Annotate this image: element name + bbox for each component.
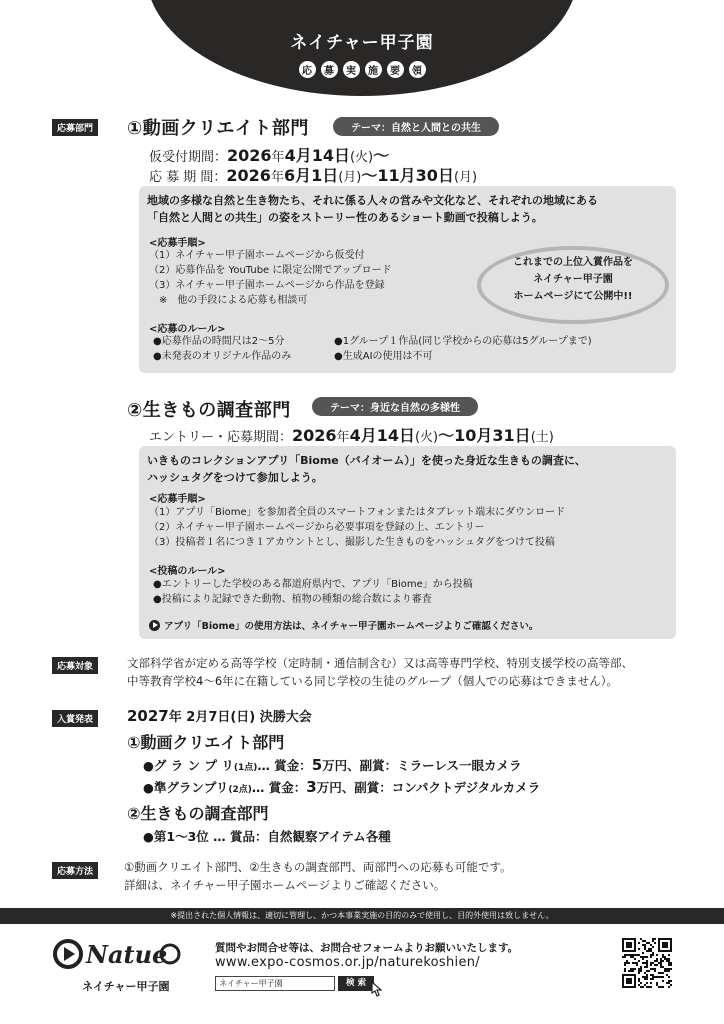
category-tag: 応募部門 <box>52 119 98 136</box>
website-url[interactable]: www.expo-cosmos.or.jp/naturekoshien/ <box>215 955 480 970</box>
list-item: ●生成AIの使用は不可 <box>334 351 433 362</box>
section2-steps-heading: <応募手順> <box>149 494 206 505</box>
qr-code-icon[interactable] <box>622 938 672 988</box>
grand-prix-line <box>143 756 522 774</box>
period-year: 2026 <box>227 146 272 165</box>
period-date-to: 10月31日 <box>454 426 531 445</box>
highlight-oval-text <box>470 254 676 305</box>
list-item: ●応募作品の時間尺は2〜5分 <box>153 336 285 347</box>
prize-label: ●グ ラ ン プ リ <box>143 758 234 773</box>
oval-line: これまでの上位入賞作品を <box>513 257 633 268</box>
subtitle-char: 施 <box>365 61 382 78</box>
period-year-unit: 年 <box>271 150 285 165</box>
list-item: （1）アプリ「Biome」を参加者全員のスマートフォンまたはタブレット端末にダウンロード <box>149 507 566 518</box>
method-text <box>124 858 511 894</box>
prize-count: (1点) <box>233 763 258 773</box>
section2-note <box>149 618 538 632</box>
logo-subtitle: ネイチャー甲子園 <box>82 980 170 993</box>
subtitle-char: 要 <box>387 61 404 78</box>
search-input[interactable]: ネイチャー甲子園 <box>215 976 335 991</box>
section1-entry-period <box>149 163 477 186</box>
period-label: 仮受付期間： <box>149 150 228 165</box>
search-button[interactable]: 検 索 <box>338 976 374 991</box>
period-day: (土) <box>530 430 554 445</box>
period-tilde: 〜 <box>361 166 378 185</box>
prize-label: ●準グランプリ <box>143 780 229 795</box>
section2-lead-line2: ハッシュタグをつけて参加しよう。 <box>147 471 323 484</box>
section2-rules-heading: <投稿のルール> <box>149 566 226 577</box>
header-title: ネイチャー甲子園 <box>290 33 434 53</box>
subtitle-char: 実 <box>343 61 360 78</box>
section2-rules-list <box>153 577 473 607</box>
period-date-from: 6月1日 <box>283 166 339 185</box>
contact-text: 質問やお問合せ等は、お問合せフォームよりお願いいたします。 <box>215 942 519 954</box>
eligibility-line: 中等教育学校4〜6年に在籍している同じ学校の生徒のグループ（個人での応募はできません）。 <box>127 674 618 688</box>
section1-rules-left <box>153 334 291 364</box>
method-line: 詳細は、ネイチャー甲子園ホームページよりご確認ください。 <box>124 878 446 892</box>
method-line: ①動画クリエイト部門、②生きもの調査部門、両部門への応募も可能です。 <box>124 860 512 874</box>
section1-title: ①動画クリエイト部門 <box>127 118 309 139</box>
period-day: (火) <box>349 150 374 165</box>
list-item: ●投稿により記録できた動物、植物の種類の総合数により審査 <box>153 594 432 605</box>
section2-steps-list <box>149 505 565 550</box>
eligibility-tag: 応募対象 <box>52 657 98 674</box>
prize-unit: 万円、副賞：ミラーレス一眼カメラ <box>322 758 522 773</box>
play-icon <box>149 620 160 631</box>
announcement-tag: 入賞発表 <box>52 710 98 727</box>
period-date: 4月14日 <box>284 146 350 165</box>
list-item: ●未発表のオリジナル作品のみ <box>153 351 292 362</box>
period-year: 2026 <box>226 166 271 185</box>
list-item: （3）ネイチャー甲子園ホームページから作品を登録 <box>149 280 385 291</box>
period-label: 応 募 期 間： <box>149 170 227 185</box>
prize-amount: 5 <box>311 756 323 774</box>
method-tag: 応募方法 <box>52 862 98 879</box>
list-item: ●エントリーした学校のある都道府県内で、アプリ「Biome」から投稿 <box>153 579 473 590</box>
section1-rules-heading: <応募のルール> <box>149 324 226 335</box>
pointer-hand-icon <box>368 980 392 1000</box>
logo-word: Natue <box>86 940 168 969</box>
announcement-date <box>127 706 312 725</box>
list-item: ※ 他の手段による応募も相談可 <box>149 295 308 306</box>
period-year-unit: 年 <box>336 430 350 445</box>
subtitle-char: 募 <box>321 61 338 78</box>
period-tilde: 〜 <box>373 146 390 165</box>
period-label: エントリー・応募期間： <box>149 430 293 445</box>
section1-steps-list <box>149 248 392 308</box>
note-text: アプリ「Biome」の使用方法は、ネイチャー甲子園ホームページよりご確認ください。 <box>164 621 539 632</box>
prize-unit: 万円、副賞：コンパクトデジタルカメラ <box>316 780 541 795</box>
prize-count: (2点) <box>228 785 252 795</box>
prize-detail: … 賞金： <box>257 758 312 773</box>
announcement-year: 2027 <box>127 707 169 725</box>
period-year-unit: 年 <box>270 170 284 185</box>
period-day: (月) <box>453 170 478 185</box>
section1-lead-line2: 「自然と人間との共生」の姿をストーリー性のあるショート動画で投稿しよう。 <box>147 211 543 224</box>
prize-detail: … 賞金： <box>251 780 307 795</box>
list-item: （3）投稿者１名につき１アカウントとし、撮影した生きものをハッシュタグをつけて投稿 <box>149 537 555 548</box>
period-day: (月) <box>338 170 362 185</box>
period-day: (火) <box>414 430 439 445</box>
privacy-notice: ※提出された個人情報は、適切に管理し、かつ本事業実施の目的のみで使用し、目的外使用は致しません。 <box>0 908 724 924</box>
nature-koshien-logo <box>52 930 202 1000</box>
eligibility-text <box>127 654 633 690</box>
oval-line: ネイチャー甲子園 <box>533 274 613 285</box>
award-category-2: ②生きもの調査部門 <box>127 804 269 823</box>
section1-lead-line1: 地域の多様な自然と生き物たち、それに係る人々の営みや文化など、それぞれの地域にある <box>147 194 598 207</box>
runner-up-line <box>143 778 540 796</box>
list-item: （2）ネイチャー甲子園ホームページから必要事項を登録の上、エントリー <box>149 522 485 533</box>
section1-steps-heading: <応募手順> <box>149 238 206 249</box>
list-item: （2）応募作品を YouTube に限定公開でアップロード <box>149 265 392 276</box>
subtitle-char: 領 <box>409 61 426 78</box>
top-three-line: ●第1〜3位 … 賞品：自然観察アイテム各種 <box>143 829 391 844</box>
section2-lead-line1: いきものコレクションアプリ「Biome（バイオーム）」を使った身近な生きもの調査に、 <box>147 454 586 467</box>
list-item: （1）ネイチャー甲子園ホームページから仮受付 <box>149 250 365 261</box>
section1-theme: テーマ：自然と人間との共生 <box>333 117 499 136</box>
period-date-from: 4月14日 <box>349 426 415 445</box>
announcement-date-rest: 年 2月7日(日) 決勝大会 <box>168 710 312 725</box>
section1-rules-right <box>334 334 592 364</box>
period-date-to: 11月30日 <box>377 166 454 185</box>
list-item: ●1グループ１作品(同じ学校からの応募は5グループまで) <box>334 336 592 347</box>
subtitle-char: 応 <box>299 61 316 78</box>
award-category-1: ①動画クリエイト部門 <box>127 733 285 752</box>
period-tilde: 〜 <box>438 426 455 445</box>
section2-title: ②生きもの調査部門 <box>127 400 291 421</box>
section2-theme: テーマ：身近な自然の多様性 <box>312 397 478 416</box>
section2-period <box>149 423 554 446</box>
period-year: 2026 <box>292 426 337 445</box>
prize-amount: 3 <box>306 778 317 796</box>
header-subtitle <box>0 61 724 78</box>
oval-line: ホームページにて公開中!! <box>513 291 633 302</box>
eligibility-line: 文部科学省が定める高等学校（定時制・通信制含む）又は高等専門学校、特別支援学校の高等部、 <box>127 656 633 670</box>
